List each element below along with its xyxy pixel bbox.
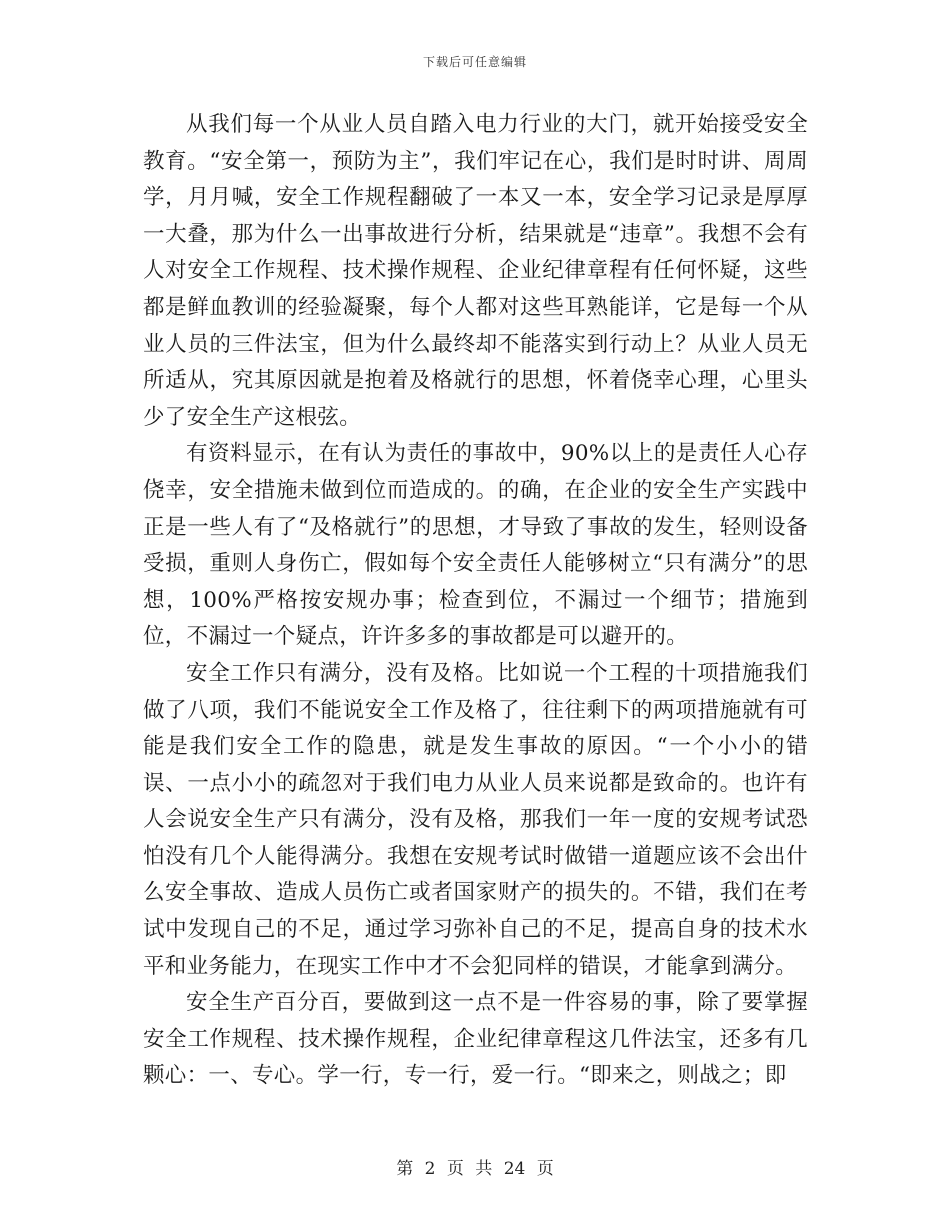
document-body <box>143 107 808 1095</box>
page-footer: 第 2 页 共 24 页 <box>396 1159 554 1179</box>
page-header: 下载后可任意编辑 <box>422 55 527 69</box>
paragraph-1: 从我们每一个从业人员自踏入电力行业的大门，就开始接受安全教育。“安全第一，预防为主”，我们牢记在心，我们是时时讲、周周学，月月喊，安全工作规程翻破了一本又一本，安全学习记录是厚厚一大叠，那为什么一出事故进行分析，结果就是“违章”。我想不会有人对安全工作规程、技术操作规程、企业纪律章程有任何怀疑，这些都是鲜血教训的经验凝聚，每个人都对这些耳熟能详，它是每一个从业人员的三件法宝，但为什么最终却不能落实到行动上？从业人员无所适从，究其原因就是抱着及格就行的思想，怀着侥幸心理，心里头少了安全生产这根弦。 <box>143 112 808 430</box>
paragraph-3: 安全工作只有满分，没有及格。比如说一个工程的十项措施我们做了八项，我们不能说安全工作及格了，往往剩下的两项措施就有可能是我们安全工作的隐患，就是发生事故的原因。“一个小小的错误、一点小小的疏忽对于我们电力从业人员来说都是致命的。也许有人会说安全生产只有满分，没有及格，那我们一年一度的安规考试恐怕没有几个人能得满分。我想在安规考试时做错一道题应该不会出什么安全事故、造成人员伤亡或者国家财产的损失的。不错，我们在考试中发现自己的不足，通过学习弥补自己的不足，提高自身的技术水平和业务能力，在现实工作中才不会犯同样的错误，才能拿到满分。 <box>143 660 808 979</box>
paragraph-4: 安全生产百分百，要做到这一点不是一件容易的事，除了要掌握安全工作规程、技术操作规程，企业纪律章程这几件法宝，还多有几颗心：一、专心。学一行，专一行，爱一行。“即来之，则战之；即 <box>143 990 808 1089</box>
paragraph-2: 有资料显示，在有认为责任的事故中，90%以上的是责任人心存侥幸，安全措施未做到位而造成的。的确，在企业的安全生产实践中正是一些人有了“及格就行”的思想，才导致了事故的发生，轻则设备受损，重则人身伤亡，假如每个安全责任人能够树立“只有满分”的思想，100%严格按安规办事；检查到位，不漏过一个细节；措施到位，不漏过一个疑点，许许多多的事故都是可以避开的。 <box>143 441 808 650</box>
